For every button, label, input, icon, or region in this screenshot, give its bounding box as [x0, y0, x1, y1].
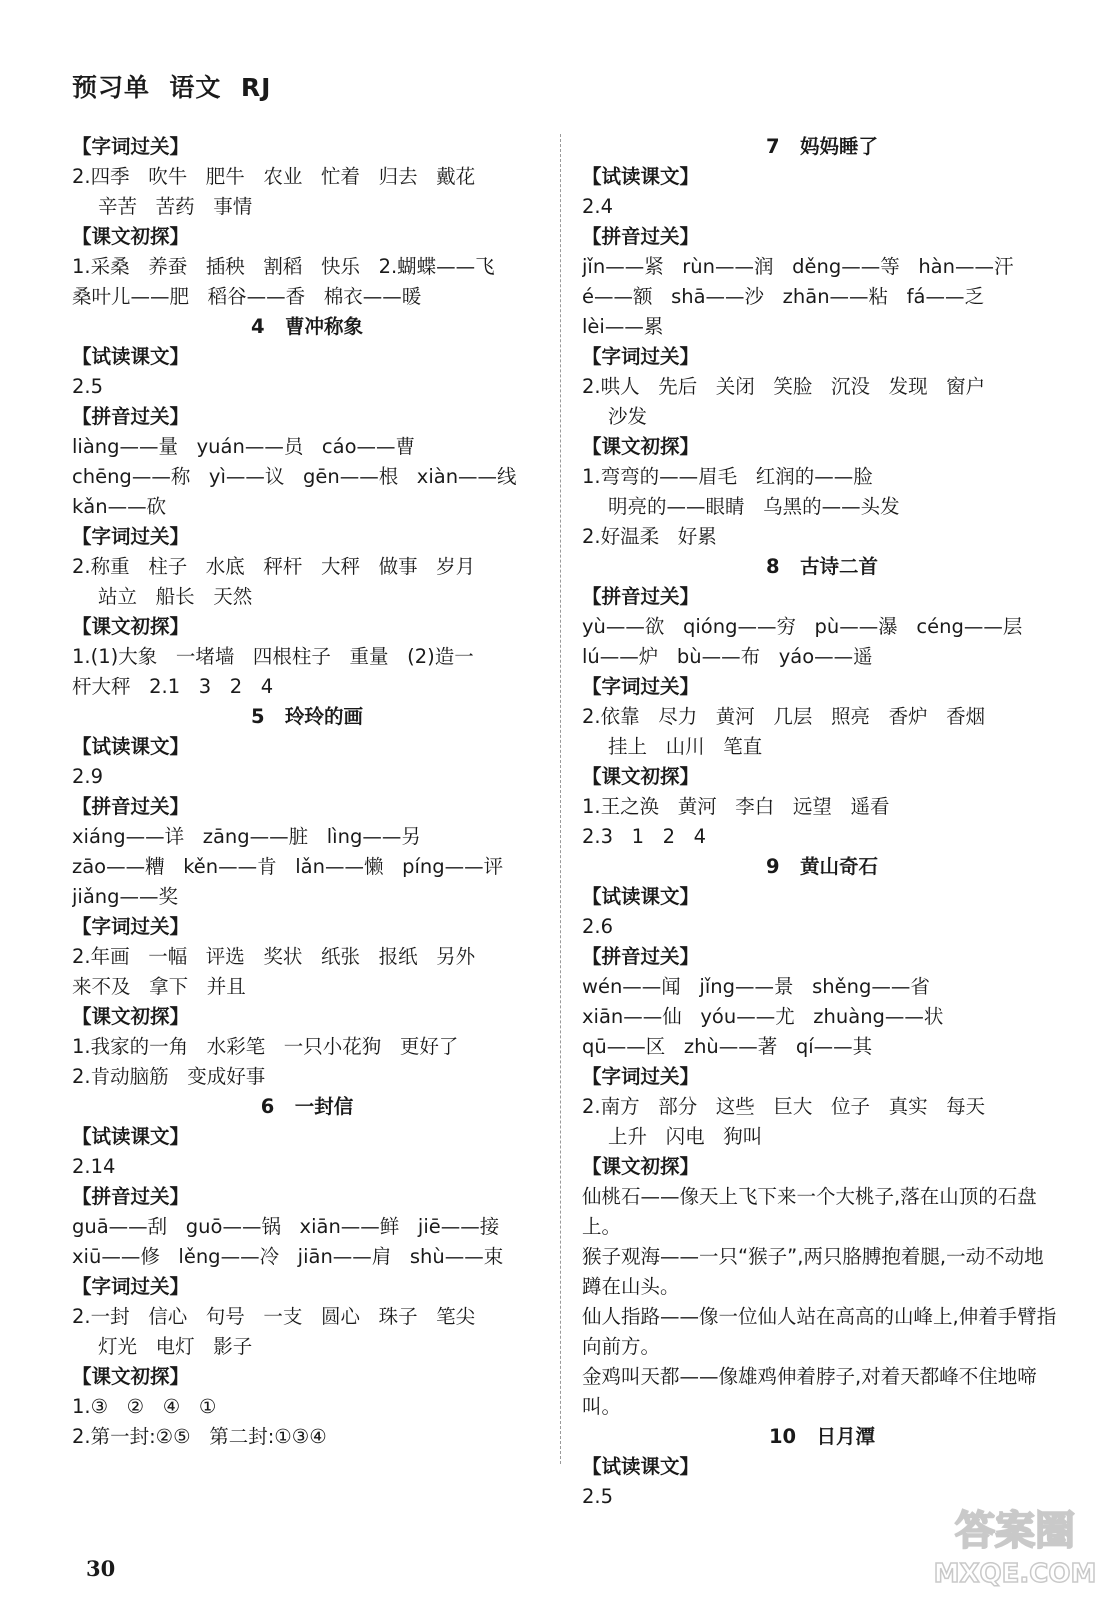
answer-line: 2.一封 信心 句号 一支 圆心 珠子 笔尖 — [72, 1305, 476, 1328]
answer-line: 2.好温柔 好累 — [582, 525, 717, 548]
watermark-logo — [928, 1500, 1103, 1592]
answer-paragraph: 金鸡叫天都——像雄鸡伸着脖子,对着天都峰不住地啼叫。 — [582, 1365, 1037, 1418]
answer-line: 2.5 — [72, 375, 104, 398]
section-label: 【课文初探】 — [72, 1005, 190, 1028]
section-label: 【课文初探】 — [582, 435, 700, 458]
lesson-title: 5 玲玲的画 — [251, 705, 363, 728]
section-label: 【试读课文】 — [582, 165, 700, 188]
section-label: 【试读课文】 — [72, 1125, 190, 1148]
answer-line: 2.3 1 2 4 — [582, 825, 707, 848]
lesson-title: 9 黄山奇石 — [766, 855, 878, 878]
section-label: 【试读课文】 — [72, 735, 190, 758]
answer-line: 1.王之涣 黄河 李白 远望 遥看 — [582, 795, 890, 818]
section-label: 【课文初探】 — [582, 765, 700, 788]
answer-paragraph: 仙人指路——像一位仙人站在高高的山峰上,伸着手臂指向前方。 — [582, 1305, 1057, 1358]
left-column — [72, 132, 542, 1452]
answer-line: 2.5 — [582, 1485, 614, 1508]
answer-line: 沙发 — [608, 405, 648, 428]
section-label: 【拼音过关】 — [72, 795, 190, 818]
answer-line: zāo——糟 kěn——肯 lǎn——懒 píng——评 — [72, 855, 504, 878]
section-label: 【拼音过关】 — [72, 405, 190, 428]
answer-line: chēng——称 yì——议 gēn——根 xiàn——线 — [72, 465, 517, 488]
answer-line: 2.年画 一幅 评选 奖状 纸张 报纸 另外 — [72, 945, 476, 968]
answer-line: 2.6 — [582, 915, 614, 938]
answer-line: yù——欲 qióng——穷 pù——瀑 céng——层 — [582, 615, 1023, 638]
answer-line: jǐn——紧 rùn——润 děng——等 hàn——汗 — [582, 255, 1014, 278]
section-label: 【试读课文】 — [582, 1455, 700, 1478]
section-label: 【试读课文】 — [582, 885, 700, 908]
section-label: 【拼音过关】 — [582, 585, 700, 608]
page-header: 预习单 语文 RJ — [72, 73, 272, 102]
answer-line: 2.4 — [582, 195, 614, 218]
answer-paragraph: 仙桃石——像天上飞下来一个大桃子,落在山顶的石盘上。 — [582, 1185, 1037, 1238]
answer-line: 挂上 山川 笔直 — [608, 735, 763, 758]
answer-line: 2.哄人 先后 关闭 笑脸 沉没 发现 窗户 — [582, 375, 986, 398]
answer-line: 1.采桑 养蚕 插秧 割稻 快乐 2.蝴蝶——飞 — [72, 255, 495, 278]
answer-line: 2.14 — [72, 1155, 116, 1178]
section-label: 【拼音过关】 — [582, 225, 700, 248]
answer-line: lèi——累 — [582, 315, 664, 338]
lesson-title: 6 一封信 — [260, 1095, 354, 1118]
answer-line: 1.弯弯的——眉毛 红润的——脸 — [582, 465, 873, 488]
answer-line: 辛苦 苦药 事情 — [98, 195, 253, 218]
lesson-title: 10 日月潭 — [768, 1425, 875, 1448]
right-column — [582, 132, 1062, 1512]
answer-line: 2.称重 柱子 水底 秤杆 大秤 做事 岁月 — [72, 555, 476, 578]
answer-line: 2.依靠 尽力 黄河 几层 照亮 香炉 香烟 — [582, 705, 986, 728]
section-label: 【字词过关】 — [582, 1065, 700, 1088]
watermark-text: 答案圈 — [955, 1508, 1075, 1554]
watermark-url: MXQE.COM — [933, 1559, 1097, 1589]
answer-line: 上升 闪电 狗叫 — [608, 1125, 763, 1148]
column-divider — [560, 134, 561, 1464]
section-label: 【拼音过关】 — [582, 945, 700, 968]
section-label: 【拼音过关】 — [72, 1185, 190, 1208]
section-label: 【字词过关】 — [72, 1275, 190, 1298]
lesson-title: 7 妈妈睡了 — [766, 135, 878, 158]
answer-line: xiū——修 lěng——冷 jiān——肩 shù——束 — [72, 1245, 504, 1268]
section-label: 【字词过关】 — [582, 675, 700, 698]
answer-line: 2.9 — [72, 765, 104, 788]
section-label: 【字词过关】 — [582, 345, 700, 368]
answer-line: liàng——量 yuán——员 cáo——曹 — [72, 435, 416, 458]
answer-line: 2.四季 吹牛 肥牛 农业 忙着 归去 戴花 — [72, 165, 476, 188]
answer-line: 站立 船长 天然 — [98, 585, 253, 608]
answer-line: xiān——仙 yóu——尤 zhuàng——状 — [582, 1005, 944, 1028]
answer-line: 杆大秤 2.1 3 2 4 — [72, 675, 274, 698]
answer-line: 1.(1)大象 一堵墙 四根柱子 重量 (2)造一 — [72, 645, 474, 668]
answer-line: lú——炉 bù——布 yáo——遥 — [582, 645, 873, 668]
section-label: 【课文初探】 — [582, 1155, 700, 1178]
section-label: 【试读课文】 — [72, 345, 190, 368]
answer-line: 1.③ ② ④ ① — [72, 1395, 217, 1418]
answer-line: 2.第一封:②⑤ 第二封:①③④ — [72, 1425, 327, 1448]
answer-line: 来不及 拿下 并且 — [72, 975, 246, 998]
section-label: 【课文初探】 — [72, 225, 190, 248]
answer-line: é——额 shā——沙 zhān——粘 fá——乏 — [582, 285, 984, 308]
section-label: 【课文初探】 — [72, 615, 190, 638]
answer-line: 2.肯动脑筋 变成好事 — [72, 1065, 266, 1088]
answer-line: 1.我家的一角 水彩笔 一只小花狗 更好了 — [72, 1035, 459, 1058]
answer-line: 2.南方 部分 这些 巨大 位子 真实 每天 — [582, 1095, 986, 1118]
section-label: 【字词过关】 — [72, 135, 190, 158]
section-label: 【字词过关】 — [72, 525, 190, 548]
answer-line: 桑叶儿——肥 稻谷——香 棉衣——暖 — [72, 285, 422, 308]
answer-line: 灯光 电灯 影子 — [98, 1335, 253, 1358]
lesson-title: 4 曹冲称象 — [251, 315, 363, 338]
section-label: 【字词过关】 — [72, 915, 190, 938]
page-number: 30 — [86, 1556, 116, 1581]
answer-paragraph: 猴子观海——一只“猴子”,两只胳膊抱着腿,一动不动地蹲在山头。 — [582, 1245, 1044, 1298]
answer-line: xiáng——详 zāng——脏 lìng——另 — [72, 825, 421, 848]
lesson-title: 8 古诗二首 — [766, 555, 878, 578]
answer-line: jiǎng——奖 — [72, 885, 179, 908]
answer-line: wén——闻 jǐng——景 shěng——省 — [582, 975, 930, 998]
answer-line: guā——刮 guō——锅 xiān——鲜 jiē——接 — [72, 1215, 500, 1238]
answer-line: 明亮的——眼睛 乌黑的——头发 — [608, 495, 900, 518]
section-label: 【课文初探】 — [72, 1365, 190, 1388]
answer-line: qū——区 zhù——著 qí——其 — [582, 1035, 873, 1058]
answer-line: kǎn——砍 — [72, 495, 167, 518]
